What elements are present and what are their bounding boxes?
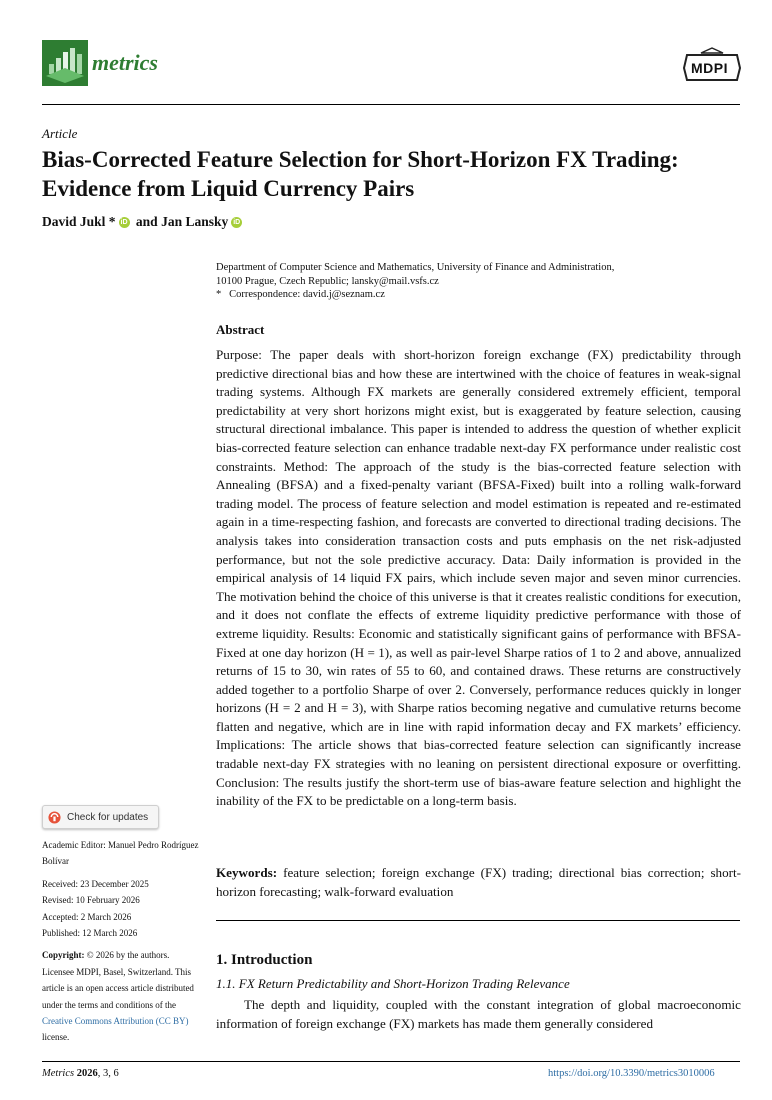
publisher-name: MDPI [691,60,728,76]
keywords-divider [216,920,740,921]
footer-divider [42,1061,740,1062]
cc-license-link[interactable]: Creative Commons Attribution (CC BY) [42,1016,189,1027]
check-updates-icon [48,811,61,824]
author-name: David Jukl * [42,214,116,229]
author-separator: and [132,214,162,229]
keywords-label: Keywords: [216,865,278,880]
keywords [216,864,741,901]
correspondence: * Correspondence: david.j@seznam.cz [216,289,385,300]
received-date: Received: 23 December 2025 [42,878,149,889]
published-date: Published: 12 March 2026 [42,928,138,939]
check-for-updates-label: Check for updates [67,811,149,823]
metrics-logo-icon [42,40,88,86]
check-for-updates-button[interactable] [42,805,159,829]
doi-link[interactable]: https://doi.org/10.3390/metrics3010006 [548,1068,715,1079]
header-divider [42,104,740,105]
affiliation-block [216,261,740,302]
license-suffix: license. [42,1032,70,1043]
copyright-notice [42,947,202,1045]
revised-date: Revised: 10 February 2026 [42,895,140,906]
abstract-text: Purpose: The paper deals with short-horizon foreign exchange (FX) predictability through predictive directional bias and how these are intertwined with the choice of features in weak-signal trading systems. Although FX markets are generally considered extremely efficient, temporal predictability at very short horizons might exist, but is exaggerated by feature selection, causing structural directional imbalance. This paper is intended to address the question of whether explicit bias-corrected feature selection can enhance tradable next-day FX performance under realistic cost constraints. Method: The approach of the study is the bias-corrected feature selection with Annealing (BFSA) and a fixed-penalty variant (BFSA-Fixed) built into a rolling walk-forward trading model. The process of feature selection and model estimation is repeated and re-estimated again in a time-respecting fashion, and forecasts are converted to directional trading decisions. The analysis takes into consideration transaction costs and puts emphasis on the net risk-adjusted performance, but not the sole predictive accuracy. Data: Daily information is provided in the empirical analysis of 14 liquid FX pairs, which include seven major and seven minor currencies. The motivation behind the choice of this universe is that it creates realistic conditions for execution, and it does not conflate the effects of extreme liquidity predictive performance with those of extreme liquidity. Results: Economic and statistically significant gains of performance with BFSA-Fixed at one day horizon (H = 1), as well as pair-level Sharpe ratios of 1 to 2 and above, annualized returns of 15 to 30, win rates of 55 to 60, and contained draws. These returns are constructively added together to a portfolio Sharpe of over 2. Conversely, performance reduces quickly in longer horizons (H = 2 and H = 3), with Sharpe ratios becoming negative and cumulative returns become flatten and negative, which are in line with rapid information decay and FX markets’ efficiency. Implications: The article shows that bias-corrected feature selection can significantly increase tradable next-day FX strategies with no leaning on persistent directional exposure or overfitting. Conclusion: The results justify the short-term use of bias-aware feature selection and highlight the inability of the FX to be predictable on a long-term basis. [216,347,741,809]
article-sidebar [42,837,202,1046]
subsection-heading: 1.1. FX Return Predictability and Short-Horizon Trading Relevance [216,976,570,991]
section-heading: 1. Introduction [216,952,313,968]
footer-year: 2026 [76,1068,98,1079]
footer-journal: Metrics [42,1068,75,1079]
intro-paragraph: The depth and liquidity, coupled with the constant integration of global macroeconomic information of foreign exchange (FX) markets has made them generally considered [216,997,741,1031]
journal-name: metrics [92,50,158,75]
keywords-text: feature selection; foreign exchange (FX) trading; directional bias correction; short-horizon forecasting; walk-forward evaluation [216,865,741,899]
author-list [42,214,245,230]
affiliation-line: 10100 Prague, Czech Republic; lansky@mail.vsfs.cz [216,275,439,287]
author-name: Jan Lansky [161,214,229,229]
abstract-heading: Abstract [216,322,265,337]
orcid-icon[interactable]: iD [120,218,128,226]
copyright-label: Copyright: [42,950,85,961]
academic-editor: Academic Editor: Manuel Pedro Rodríguez Bolívar [42,840,199,867]
orcid-icon[interactable]: iD [233,218,241,226]
journal-logo[interactable] [42,40,158,86]
article-title: Bias-Corrected Feature Selection for Short-Horizon FX Trading: Evidence from Liquid Currency Pairs [42,147,679,201]
accepted-date: Accepted: 2 March 2026 [42,911,132,922]
article-type: Article [42,126,78,141]
footer-citation [42,1068,119,1079]
affiliation-line: Department of Computer Science and Mathematics, University of Finance and Administration, [216,262,615,273]
mdpi-logo[interactable] [683,47,741,86]
footer-volume: , 3, 6 [97,1068,119,1079]
copyright-text: © 2026 by the authors. Licensee MDPI, Basel, Switzerland. This article is an open access article distributed under the terms and conditions of the [42,950,194,1010]
